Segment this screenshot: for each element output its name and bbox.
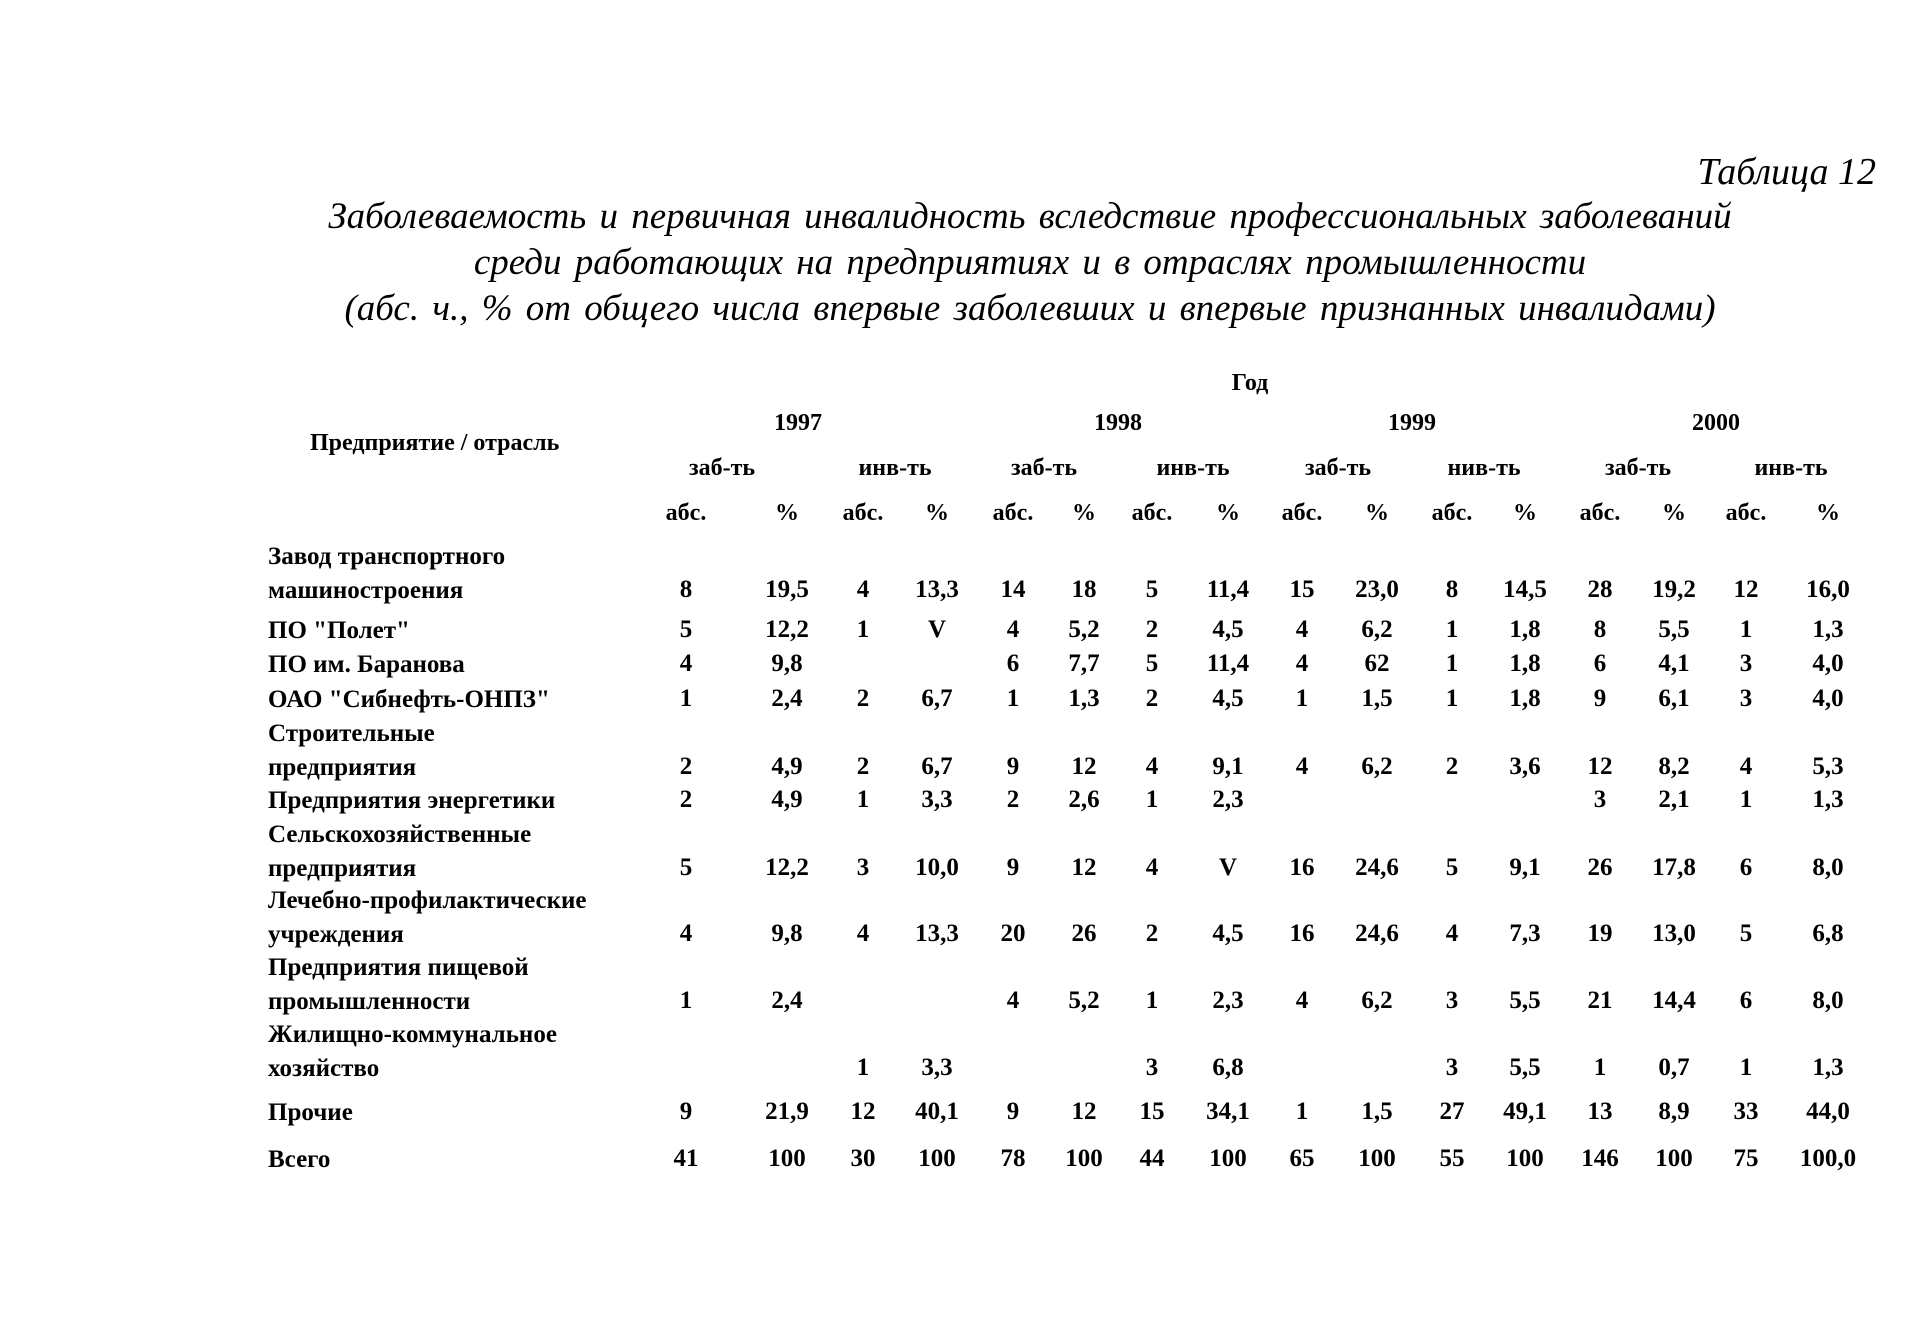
table-cell: 23,0 [1355, 576, 1399, 603]
row-label-line: Строительные [268, 720, 435, 747]
table-cell: 65 [1289, 1145, 1315, 1172]
table-cell: 3,3 [921, 786, 953, 813]
table-cell: 3 [856, 854, 870, 881]
table-cell: 14 [1000, 576, 1026, 603]
row-label-line: предприятия [268, 754, 417, 781]
table-cell: 16 [1289, 920, 1315, 947]
table-cell: 21,9 [765, 1098, 809, 1125]
subheader: абс. [842, 500, 884, 526]
table-cell: 6 [1006, 650, 1020, 677]
table-cell: 9,1 [1212, 753, 1244, 780]
table-cell: 1,3 [1812, 1054, 1844, 1081]
table-cell: 1 [1445, 616, 1459, 643]
table-cell: 4,1 [1658, 650, 1690, 677]
table-cell: 5 [1739, 920, 1753, 947]
table-cell: 5,5 [1509, 1054, 1541, 1081]
table-cell: 4 [856, 920, 870, 947]
row-label-line: Прочие [268, 1099, 353, 1126]
table-cell: 100 [1358, 1145, 1396, 1172]
table-cell: 1 [679, 685, 693, 712]
table-cell: 4 [1145, 854, 1159, 881]
subheader: абс. [1281, 500, 1323, 526]
table-cell: 12,2 [765, 854, 809, 881]
table-cell: 9,1 [1509, 854, 1541, 881]
table-cell: 1,3 [1812, 616, 1844, 643]
table-cell: 1,8 [1509, 685, 1541, 712]
table-cell: 27 [1439, 1098, 1465, 1125]
table-cell: 9,8 [771, 650, 803, 677]
table-cell: 62 [1364, 650, 1390, 677]
table-cell: 2,4 [771, 685, 803, 712]
title-line-3: (абс. ч., % от общего числа впервые заболевших и впервые признанных инвалидами) [344, 288, 1716, 329]
table-cell: 4 [1445, 920, 1459, 947]
table-cell: 6,1 [1658, 685, 1690, 712]
table-cell: 8,0 [1812, 854, 1844, 881]
table-cell: 100 [768, 1145, 806, 1172]
table-cell: 1 [1145, 987, 1159, 1014]
year-1998: 1998 [1094, 410, 1142, 436]
table-cell: 41 [673, 1145, 699, 1172]
table-cell: 1,5 [1361, 1098, 1393, 1125]
table-cell: 3 [1739, 685, 1753, 712]
table-cell: 5 [679, 854, 693, 881]
table-cell: 1,3 [1812, 786, 1844, 813]
table-cell: 1 [856, 786, 870, 813]
table-cell: 7,3 [1509, 920, 1541, 947]
table-cell: 5 [1145, 650, 1159, 677]
table-cell: 8,0 [1812, 987, 1844, 1014]
table-cell: 6 [1739, 987, 1753, 1014]
table-cell: 1 [856, 1054, 870, 1081]
table-cell: 5,5 [1509, 987, 1541, 1014]
title-line-2: среди работающих на предприятиях и в отраслях промышленности [473, 242, 1587, 283]
row-label-line: ОАО "Сибнефть-ОНПЗ" [268, 686, 550, 713]
table-cell: 19,5 [765, 576, 809, 603]
table-cell: 5,2 [1068, 987, 1100, 1014]
table-cell: 4 [679, 650, 693, 677]
table-cell: 1 [1739, 1054, 1753, 1081]
table-cell: 4,5 [1212, 685, 1244, 712]
table-cell: 78 [1000, 1145, 1026, 1172]
table-cell: 2,4 [771, 987, 803, 1014]
table-cell: 12 [1733, 576, 1759, 603]
table-cell: 4,9 [771, 786, 803, 813]
row-label [268, 1143, 330, 1177]
table-cell: 12 [1071, 1098, 1097, 1125]
subheader: % [925, 500, 949, 526]
table-cell: 6,8 [1812, 920, 1844, 947]
row-label [268, 683, 550, 717]
table-cell: 9 [1593, 685, 1607, 712]
table-cell: 30 [850, 1145, 876, 1172]
table-number: Таблица 12 [1697, 151, 1876, 193]
table-cell: 4 [1145, 753, 1159, 780]
subheader: % [1365, 500, 1389, 526]
table-cell: 4 [1295, 650, 1309, 677]
table-cell: 1 [856, 616, 870, 643]
table-title [250, 194, 1810, 332]
table-cell: 12 [1071, 753, 1097, 780]
subheader: абс. [1431, 500, 1473, 526]
subheader: абс. [1131, 500, 1173, 526]
table-cell: 7,7 [1068, 650, 1100, 677]
subheader: абс. [665, 500, 707, 526]
table-cell: 17,8 [1652, 854, 1696, 881]
table-cell: 4,5 [1212, 920, 1244, 947]
table-cell: 5,2 [1068, 616, 1100, 643]
table-cell: 12 [1587, 753, 1613, 780]
table-cell: 100 [1655, 1145, 1693, 1172]
table-cell: 6,2 [1361, 987, 1393, 1014]
table-cell: 3 [1445, 987, 1459, 1014]
table-cell: 18 [1071, 576, 1097, 603]
table-cell: 6,7 [921, 685, 953, 712]
table-cell: 10,0 [915, 854, 959, 881]
table-cell: 5 [679, 616, 693, 643]
table-cell: 24,6 [1355, 854, 1399, 881]
table-cell: 100 [1209, 1145, 1247, 1172]
table-cell: 3,3 [921, 1054, 953, 1081]
table-cell: 3 [1445, 1054, 1459, 1081]
table-cell: 2 [679, 753, 693, 780]
group-header: заб-ть [1010, 455, 1078, 481]
table-cell: 12 [850, 1098, 876, 1125]
table-cell: 4 [1295, 987, 1309, 1014]
row-label-line: машиностроения [268, 577, 464, 604]
table-cell: 5 [1445, 854, 1459, 881]
table-cell: 4 [1739, 753, 1753, 780]
table-cell: 146 [1581, 1145, 1619, 1172]
row-label-line: предприятия [268, 855, 417, 882]
table-cell: 9,8 [771, 920, 803, 947]
table-cell: 5,3 [1812, 753, 1844, 780]
row-label-line: Предприятия энергетики [268, 787, 556, 814]
subheader: % [1662, 500, 1686, 526]
table-cell: 1 [1445, 650, 1459, 677]
table-cell: 11,4 [1206, 576, 1250, 603]
group-header: инв-ть [858, 455, 932, 481]
table-cell: 1 [1739, 786, 1753, 813]
year-1997: 1997 [774, 410, 822, 436]
table-cell: 6,2 [1361, 753, 1393, 780]
table-cell: 9 [679, 1098, 693, 1125]
table-cell: 34,1 [1206, 1098, 1250, 1125]
table-cell: 6,7 [921, 753, 953, 780]
table-cell: 75 [1733, 1145, 1759, 1172]
row-label [268, 818, 531, 886]
table-cell: 4,5 [1212, 616, 1244, 643]
table-cell: 1,5 [1361, 685, 1393, 712]
group-header: заб-ть [688, 455, 756, 481]
table-cell: 8,9 [1658, 1098, 1690, 1125]
table-cell: 12 [1071, 854, 1097, 881]
table-cell: 11,4 [1206, 650, 1250, 677]
row-label-line: хозяйство [268, 1055, 380, 1082]
subheader: абс. [992, 500, 1034, 526]
table-cell: 21 [1587, 987, 1613, 1014]
table-cell: 5 [1145, 576, 1159, 603]
row-label-line: учреждения [268, 921, 404, 948]
table-cell: 1,8 [1509, 616, 1541, 643]
row-label-line: ПО им. Баранова [268, 651, 465, 678]
table-cell: 4 [1006, 616, 1020, 643]
table-cell: 15 [1139, 1098, 1165, 1125]
row-label [268, 1018, 557, 1086]
table-cell: 2,1 [1658, 786, 1690, 813]
subheader: % [1816, 500, 1840, 526]
row-label-line: Сельскохозяйственные [268, 821, 532, 848]
table-cell: 2,3 [1212, 786, 1244, 813]
row-label [268, 614, 410, 648]
table-cell: 19,2 [1652, 576, 1696, 603]
group-header: заб-ть [1604, 455, 1672, 481]
row-label [268, 648, 465, 682]
table-cell: 6 [1739, 854, 1753, 881]
year-header: Год [1231, 370, 1269, 396]
table-cell: 3,6 [1509, 753, 1541, 780]
table-cell: 2 [856, 685, 870, 712]
table-cell: 1,8 [1509, 650, 1541, 677]
row-label [268, 884, 586, 952]
year-1999: 1999 [1388, 410, 1436, 436]
group-header: заб-ть [1304, 455, 1372, 481]
table-cell: 49,1 [1503, 1098, 1547, 1125]
row-label [268, 540, 505, 608]
table-cell: 1 [1739, 616, 1753, 643]
group-header: инв-ть [1754, 455, 1828, 481]
subheader: абс. [1725, 500, 1767, 526]
table-cell: 14,4 [1652, 987, 1696, 1014]
group-header: нив-ть [1447, 455, 1521, 481]
table-cell: 2 [679, 786, 693, 813]
row-label [268, 951, 529, 1019]
table-cell: 1 [1445, 685, 1459, 712]
year-2000: 2000 [1692, 410, 1740, 436]
table-cell: 55 [1439, 1145, 1465, 1172]
title-line-1: Заболеваемость и первичная инвалидность вследствие профессиональных заболеваний [328, 196, 1732, 237]
table-cell: 1 [1295, 685, 1309, 712]
table-cell: 4 [1295, 616, 1309, 643]
table-cell: 13,3 [915, 920, 959, 947]
table-cell: 2 [1145, 616, 1159, 643]
table-cell: 2 [1445, 753, 1459, 780]
table-cell: 16 [1289, 854, 1315, 881]
subheader: абс. [1579, 500, 1621, 526]
table-cell: 100 [1065, 1145, 1103, 1172]
table-cell: 1 [679, 987, 693, 1014]
table-cell: 1 [1593, 1054, 1607, 1081]
table-cell: 16,0 [1806, 576, 1850, 603]
group-header: инв-ть [1156, 455, 1230, 481]
subheader: % [1072, 500, 1096, 526]
table-cell: 13,3 [915, 576, 959, 603]
table-cell: 26 [1587, 854, 1613, 881]
row-label-line: Предприятия пищевой [268, 954, 529, 981]
table-cell: 6,2 [1361, 616, 1393, 643]
table-cell: 4,9 [771, 753, 803, 780]
table-cell: 8 [1445, 576, 1459, 603]
table-cell: 4,0 [1812, 685, 1844, 712]
table-cell: 4 [1295, 753, 1309, 780]
table-cell: 4,0 [1812, 650, 1844, 677]
table-cell: 100 [918, 1145, 956, 1172]
table-cell: 13,0 [1652, 920, 1696, 947]
row-label-line: Всего [268, 1146, 331, 1173]
table-cell: 20 [1000, 920, 1026, 947]
table-cell: 8 [1593, 616, 1607, 643]
table-cell: 33 [1733, 1098, 1759, 1125]
table-cell: 1 [1145, 786, 1159, 813]
row-label-line: ПО "Полет" [268, 617, 410, 644]
table-cell: 1,3 [1068, 685, 1100, 712]
row-label [268, 717, 435, 785]
subheader: % [1513, 500, 1537, 526]
table-cell: 12,2 [765, 616, 809, 643]
table-cell: 2 [1006, 786, 1020, 813]
table-cell: 6 [1593, 650, 1607, 677]
table-cell: 4 [679, 920, 693, 947]
table-cell: 44,0 [1806, 1098, 1850, 1125]
table-cell: 2 [856, 753, 870, 780]
table-cell: 3 [1739, 650, 1753, 677]
table-cell: V [927, 616, 947, 643]
table-cell: 2,3 [1212, 987, 1244, 1014]
table-cell: 100,0 [1799, 1145, 1857, 1172]
table-cell: 4 [856, 576, 870, 603]
table-cell: 2 [1145, 920, 1159, 947]
table-cell: 44 [1139, 1145, 1165, 1172]
table-cell: 8 [679, 576, 693, 603]
table-cell: 6,8 [1212, 1054, 1244, 1081]
row-label-line: Завод транспортного [268, 543, 506, 570]
row-label-line: Жилищно-коммунальное [268, 1021, 557, 1048]
table-cell: 4 [1006, 987, 1020, 1014]
table-cell: 5,5 [1658, 616, 1690, 643]
table-cell: 2,6 [1068, 786, 1100, 813]
table-cell: 15 [1289, 576, 1315, 603]
table-cell: 0,7 [1658, 1054, 1690, 1081]
table-cell: 26 [1071, 920, 1097, 947]
row-header: Предприятие / отрасль [310, 430, 560, 456]
table-cell: 9 [1006, 753, 1020, 780]
table-cell: 100 [1506, 1145, 1544, 1172]
table-cell: 3 [1593, 786, 1607, 813]
subheader: % [775, 500, 799, 526]
row-label [268, 1096, 353, 1130]
table-cell: 3 [1145, 1054, 1159, 1081]
table-cell: 24,6 [1355, 920, 1399, 947]
table-cell: 2 [1145, 685, 1159, 712]
row-label [268, 784, 555, 818]
table-cell: 28 [1587, 576, 1613, 603]
table-cell: 9 [1006, 1098, 1020, 1125]
table-cell: 1 [1006, 685, 1020, 712]
table-cell: 14,5 [1503, 576, 1547, 603]
table-cell: 40,1 [915, 1098, 959, 1125]
table-cell: 13 [1587, 1098, 1613, 1125]
subheader: % [1216, 500, 1240, 526]
table-cell: 1 [1295, 1098, 1309, 1125]
table-cell: 9 [1006, 854, 1020, 881]
table-cell: V [1218, 854, 1238, 881]
table-cell: 8,2 [1658, 753, 1690, 780]
row-label-line: промышленности [268, 988, 471, 1015]
table-cell: 19 [1587, 920, 1613, 947]
row-label-line: Лечебно-профилактические [268, 887, 587, 914]
